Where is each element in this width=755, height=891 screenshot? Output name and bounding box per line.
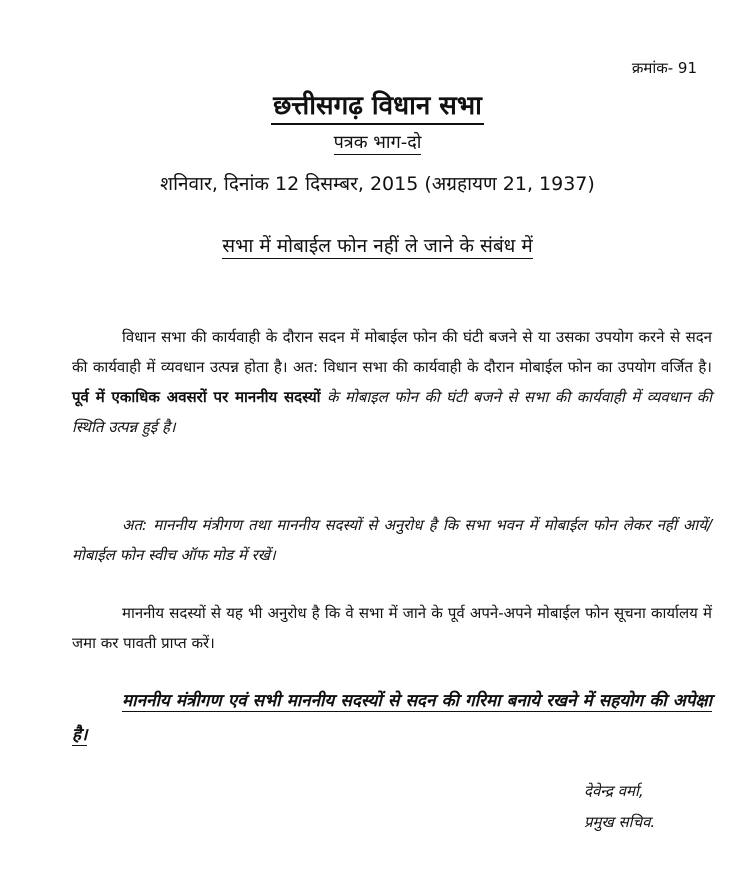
paragraph-4 <box>72 684 712 752</box>
paragraph-1-bold: पूर्व में एकाधिक अवसरों पर माननीय सदस्यों <box>72 388 321 406</box>
date-line: शनिवार, दिनांक 12 दिसम्बर, 2015 (अग्रहायण 21, 1937) <box>160 173 595 195</box>
signatory-name: देवेन्द्र वर्मा, <box>584 782 644 800</box>
paragraph-1-italic: के मोबाइल फोन की घंटी बजने से सभा की कार्यवाही में व्यवधान की स्थिति उत्पन्न हुई है। <box>72 388 712 436</box>
paragraph-1 <box>72 322 712 442</box>
paragraph-2: अत: माननीय मंत्रीगण तथा माननीय सदस्यों से अनुरोध है कि सभा भवन में मोबाईल फोन लेकर नहीं आयें/मोबाईल फोन स्वीच ऑफ मोड में रखें। <box>72 516 712 564</box>
bulletin-part: पत्रक भाग-दो <box>333 132 422 153</box>
serial-number: क्रमांक- 91 <box>631 59 697 77</box>
subject-heading <box>0 232 755 258</box>
assembly-name: छत्तीसगढ़ विधान सभा <box>271 91 484 125</box>
paragraph-4-text: माननीय मंत्रीगण एवं सभी माननीय सदस्यों से सदन की गरिमा बनाये रखने में सहयोग की अपेक्षा है। <box>72 691 712 745</box>
signatory-designation: प्रमुख सचिव. <box>584 813 656 831</box>
signature-block <box>584 776 655 838</box>
bulletin-part-heading <box>0 130 755 154</box>
assembly-heading <box>0 86 755 122</box>
paragraph-3: माननीय सदस्यों से यह भी अनुरोध है कि वे सभा में जाने के पूर्व अपने-अपने मोबाईल फोन सूचना कार्यालय में जमा कर पावती प्राप्त करें। <box>72 604 712 652</box>
subject: सभा में मोबाईल फोन नहीं ले जाने के संबंध में <box>222 235 533 257</box>
paragraph-1-normal: विधान सभा की कार्यवाही के दौरान सदन में मोबाईल फोन की घंटी बजने से या उसका उपयोग करने से सदन की कार्यवाही में व्यवधान उत्पन्न होता है। अत: विधान सभा की कार्यवाही के दौरान मोबाईल फोन का उपयोग वर्जित है। <box>72 328 712 376</box>
